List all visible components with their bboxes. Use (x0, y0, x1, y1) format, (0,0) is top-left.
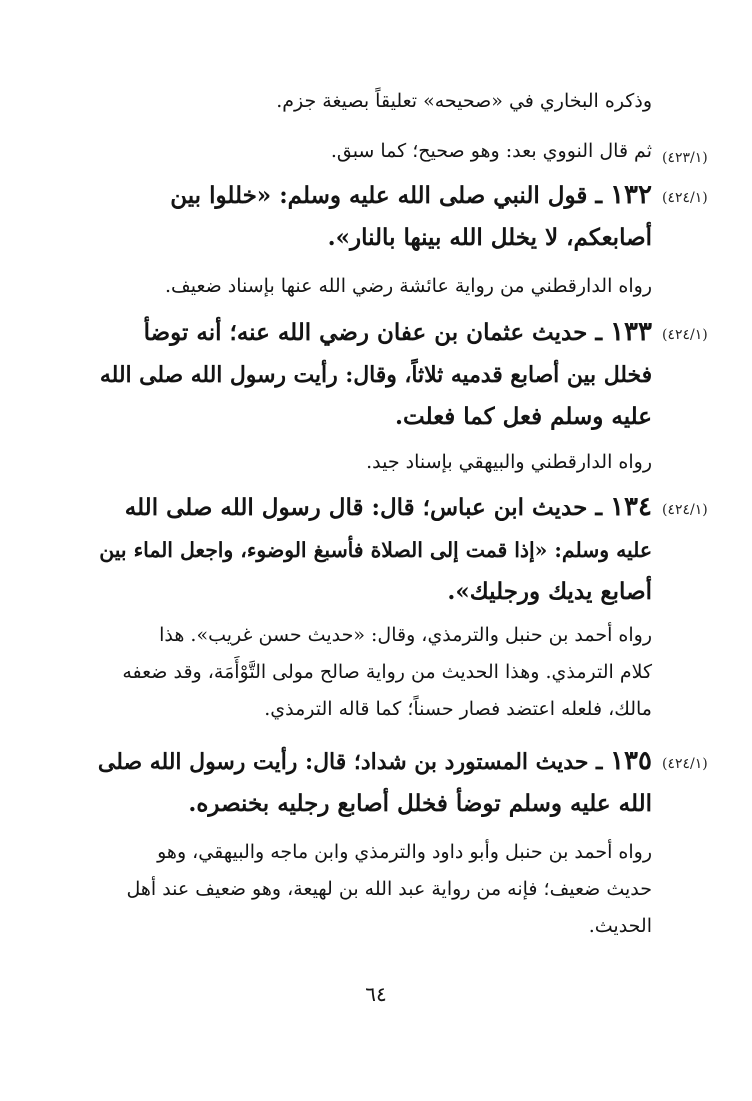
text-line: ثم قال النووي بعد: وهو صحيح؛ كما سبق. (330, 140, 652, 162)
hadith-text: ـ حديث المستورد بن شداد؛ قال: رأيت رسول الله صلى (97, 749, 603, 775)
hadith-number: ١٣٤ (610, 492, 652, 522)
text-line: رواه الدارقطني من رواية عائشة رضي الله عنها بإسناد ضعيف. (165, 275, 652, 297)
commentary-paragraph (88, 444, 652, 481)
text-line: حديث ضعيف؛ فإنه من رواية عبد الله بن لهيعة، وهو ضعيف عند أهل (126, 878, 652, 900)
reference-marker: (٤٢٤/١) (662, 327, 708, 343)
text-line: رواه أحمد بن حنبل والترمذي، وقال: «حديث حسن غريب». هذا (159, 624, 652, 646)
text-line: رواه أحمد بن حنبل وأبو داود والترمذي وابن ماجه والبيهقي، وهو (157, 841, 652, 863)
hadith-number: ١٣٥ (610, 746, 652, 776)
text-line: أصابعكم، لا يخلل الله بينها بالنار». (327, 224, 652, 251)
text-line: رواه الدارقطني والبيهقي بإسناد جيد. (366, 451, 652, 473)
commentary-paragraph (88, 834, 652, 945)
hadith-entry (88, 311, 652, 438)
reference-marker: (٤٢٣/١) (662, 150, 708, 166)
text-line (88, 486, 652, 529)
hadith-number: ١٣٢ (610, 180, 652, 210)
text-line: فخلل بين أصابع قدميه ثلاثاً، وقال: رأيت رسول الله صلى الله (99, 362, 652, 388)
commentary-paragraph (88, 133, 652, 170)
text-line (88, 174, 652, 217)
hadith-text: ـ حديث عثمان بن عفان رضي الله عنه؛ أنه توضأ (143, 319, 603, 346)
text-line (88, 740, 652, 783)
text-line: الله عليه وسلم توضأ فخلل أصابع رجليه بخنصره. (188, 790, 652, 817)
text-line: أصابع يديك ورجليك». (447, 578, 652, 605)
text-line: كلام الترمذي. وهذا الحديث من رواية صالح مولى التَّوْأَمَة، وقد ضعفه (122, 661, 652, 683)
commentary-paragraph (88, 268, 652, 305)
hadith-entry (88, 740, 652, 825)
commentary-paragraph (88, 83, 652, 120)
text-line: عليه وسلم فعل كما فعلت. (395, 403, 652, 430)
hadith-entry (88, 174, 652, 259)
hadith-text: ـ قول النبي صلى الله عليه وسلم: «خللوا بين (170, 182, 603, 209)
commentary-paragraph (88, 617, 652, 728)
text-line: مالك، فلعله اعتضد فصار حسناً؛ كما قاله الترمذي. (264, 698, 652, 720)
text-line: وذكره البخاري في «صحيحه» تعليقاً بصيغة جزم. (276, 90, 652, 112)
hadith-entry (88, 486, 652, 613)
hadith-text: ـ حديث ابن عباس؛ قال: قال رسول الله صلى الله (124, 494, 603, 521)
text-line: عليه وسلم: «إذا قمت إلى الصلاة فأسبغ الوضوء، واجعل الماء بين (99, 538, 652, 562)
text-line: الحديث. (588, 915, 652, 937)
reference-marker: (٤٢٤/١) (662, 756, 708, 772)
text-line (88, 311, 652, 354)
page-number: ٦٤ (365, 982, 387, 1006)
hadith-number: ١٣٣ (610, 317, 652, 347)
reference-marker: (٤٢٤/١) (662, 502, 708, 518)
reference-marker: (٤٢٤/١) (662, 190, 708, 206)
